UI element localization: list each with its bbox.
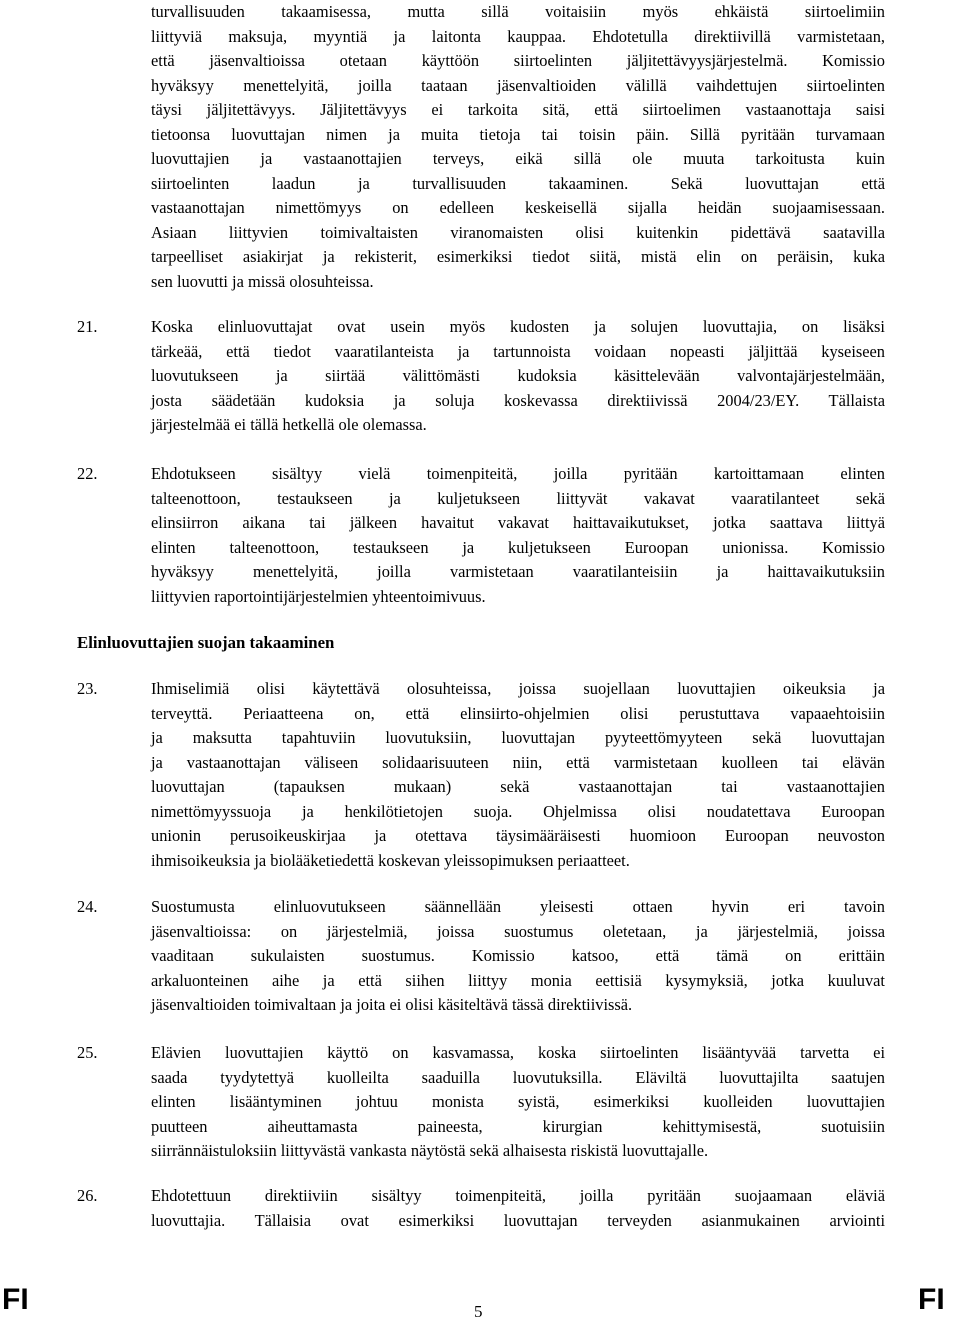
- item-number-26: 26.: [77, 1186, 98, 1205]
- paragraph-line: puutteen aiheuttamasta paineesta, kirurgian kehittymisestä, suotuisiin: [151, 1116, 885, 1136]
- item-number-25: 25.: [77, 1043, 98, 1062]
- paragraph-line: että jäsenvaltioissa otetaan käyttöön siirtoelinten jäljitettävyysjärjestelmä. Komissio: [151, 51, 885, 70]
- item-paragraph-25: [151, 1041, 885, 1164]
- page-number: 5: [474, 1302, 483, 1321]
- paragraph-line: täysi jäljitettävyys. Jäljitettävyys ei tarkoita sitä, että siirtoelimen vastaanottaja saisi: [151, 100, 885, 119]
- section-heading: Elinluovuttajien suojan takaaminen: [77, 633, 335, 652]
- paragraph-line: terveyttä. Periaatteena on, että elinsiirto-ohjelmien olisi perustuttava vapaaehtoisiin: [151, 703, 885, 723]
- paragraph-line: arkaluonteinen aihe ja että siihen liittyy monia eettisiä kysymyksiä, jotka kuuluvat: [151, 970, 885, 990]
- paragraph-line: ihmisoikeuksia ja biolääketiedettä koskevan yleissopimuksen periaatteet.: [151, 850, 630, 870]
- paragraph-line: luovuttajan (tapauksen mukaan) sekä vastaanottajan tai vastaanottajien: [151, 777, 885, 796]
- paragraph-line: Koska elinluovuttajat ovat usein myös kudosten ja solujen luovuttajia, on lisäksi: [151, 317, 885, 336]
- paragraph-line: saada tyydytettyä kuolleilta saaduilla luovutuksilla. Eläviltä luovuttajilta saatujen: [151, 1067, 885, 1087]
- intro-paragraph: [151, 0, 885, 294]
- paragraph-line: unionin perusoikeuskirjaa ja otettava täysimääräisesti huomioon Euroopan neuvoston: [151, 826, 885, 845]
- paragraph-line: tärkeää, että tiedot vaaratilanteista ja tartunnoista voidaan nopeasti jäljittää kyseiseen: [151, 341, 885, 361]
- paragraph-line: vastaanottajan nimettömyys on edelleen keskeisellä sijalla heidän suojaamisessaan.: [151, 198, 885, 217]
- paragraph-line: siirtoelinten laadun ja turvallisuuden takaaminen. Sekä luovuttajan että: [151, 173, 885, 193]
- paragraph-line: elinsiirron aikana tai jälkeen havaitut vakavat haittavaikutukset, jotka saattava liittyä: [151, 513, 885, 532]
- paragraph-line: ja maksutta tapahtuviin luovutuksiin, luovuttajan pyyteettömyyteen sekä luovuttajan: [151, 728, 885, 747]
- paragraph-line: hyväksyy menettelyitä, joilla varmistetaan vaaratilanteisiin ja haittavaikutuksiin: [151, 562, 885, 581]
- paragraph-line: ja vastaanottajan väliseen solidaarisuuteen niin, että varmistetaan kuolleen tai elävän: [151, 752, 885, 772]
- paragraph-line: turvallisuuden takaamisessa, mutta sillä voitaisiin myös ehkäistä siirtoelimiin: [151, 2, 885, 21]
- item-paragraph-26: [151, 1184, 885, 1233]
- paragraph-line: jäsenvaltioissa: on järjestelmiä, joissa suostumus oletetaan, ja järjestelmiä, joissa: [151, 921, 885, 941]
- paragraph-line: hyväksyy menettelyitä, joilla taataan jäsenvaltioiden välillä vaihdettujen siirtoelinten: [151, 75, 885, 95]
- item-number-21: 21.: [77, 317, 98, 336]
- paragraph-line: jäsenvaltioiden toimivaltaan ja joita ei olisi käsiteltävä tässä direktiivissä.: [151, 995, 633, 1014]
- paragraph-line: vaaditaan sukulaisten suostumus. Komissio katsoo, että tämä on erittäin: [151, 946, 885, 965]
- footer-language-code-right: FI: [918, 1283, 945, 1316]
- paragraph-line: Asiaan liittyvien toimivaltaisten viranomaisten olisi kuitenkin pidettävä saatavilla: [151, 222, 885, 242]
- paragraph-line: tietoonsa luovuttajan nimen ja muita tietoja tai toisin päin. Sillä pyritään turvamaan: [151, 124, 885, 144]
- paragraph-line: Ehdotettuun direktiiviin sisältyy toimenpiteitä, joilla pyritään suojaamaan eläviä: [151, 1186, 885, 1205]
- paragraph-line: elinten talteenottoon, testaukseen ja kuljetukseen Euroopan unionissa. Komissio: [151, 537, 885, 557]
- item-paragraph-21: [151, 315, 885, 438]
- paragraph-line: Elävien luovuttajien käyttö on kasvamassa, koska siirtoelinten lisääntyvää tarvetta ei: [151, 1043, 885, 1062]
- paragraph-line: elinten lisääntyminen johtuu monista syistä, esimerkiksi kuolleiden luovuttajien: [151, 1092, 885, 1111]
- paragraph-line: talteenottoon, testaukseen ja kuljetukseen liittyvät vakavat vaaratilanteet sekä: [151, 488, 885, 508]
- item-number-23: 23.: [77, 679, 98, 698]
- paragraph-line: josta säädetään kudoksia ja soluja koskevassa direktiivissä 2004/23/EY. Tällaista: [151, 390, 885, 410]
- paragraph-line: liittyvien raportointijärjestelmien yhteentoimivuus.: [151, 586, 486, 606]
- paragraph-line: siirrännäistuloksiin liittyvästä vankasta näytöstä sekä alhaisesta riskistä luovuttajalle.: [151, 1141, 709, 1160]
- paragraph-line: Ehdotukseen sisältyy vielä toimenpiteitä, joilla pyritään kartoittamaan elinten: [151, 464, 885, 483]
- paragraph-line: luovuttajia. Tällaisia ovat esimerkiksi luovuttajan terveyden asianmukainen arviointi: [151, 1210, 885, 1230]
- item-number-24: 24.: [77, 897, 98, 916]
- paragraph-line: järjestelmää ei tällä hetkellä ole olemassa.: [151, 415, 427, 434]
- paragraph-line: tarpeelliset asiakirjat ja rekisterit, esimerkiksi tiedot siitä, mistä elin on peräisin, kuka: [151, 247, 885, 266]
- item-number-22: 22.: [77, 464, 98, 483]
- paragraph-line: sen luovutti ja missä olosuhteissa.: [151, 271, 374, 291]
- item-paragraph-22: [151, 462, 885, 609]
- paragraph-line: luovuttajien ja vastaanottajien terveys, eikä sillä ole muuta tarkoitusta kuin: [151, 149, 885, 168]
- item-paragraph-24: [151, 895, 885, 1018]
- paragraph-line: luovutukseen ja siirtää välittömästi kudoksia käsittelevään valvontajärjestelmään,: [151, 366, 885, 385]
- paragraph-line: Suostumusta elinluovutukseen säännellään yleisesti ottaen hyvin eri tavoin: [151, 897, 885, 916]
- paragraph-line: nimettömyyssuoja ja henkilötietojen suoja. Ohjelmissa olisi noudatettava Euroopan: [151, 801, 885, 821]
- paragraph-line: liittyviä maksuja, myyntiä ja laitonta kauppaa. Ehdotetulla direktiivillä varmistetaan,: [151, 26, 885, 46]
- paragraph-line: Ihmiselimiä olisi käytettävä olosuhteissa, joissa suojellaan luovuttajien oikeuksia ja: [151, 679, 885, 698]
- footer-language-code-left: FI: [2, 1283, 29, 1316]
- item-paragraph-23: [151, 677, 885, 873]
